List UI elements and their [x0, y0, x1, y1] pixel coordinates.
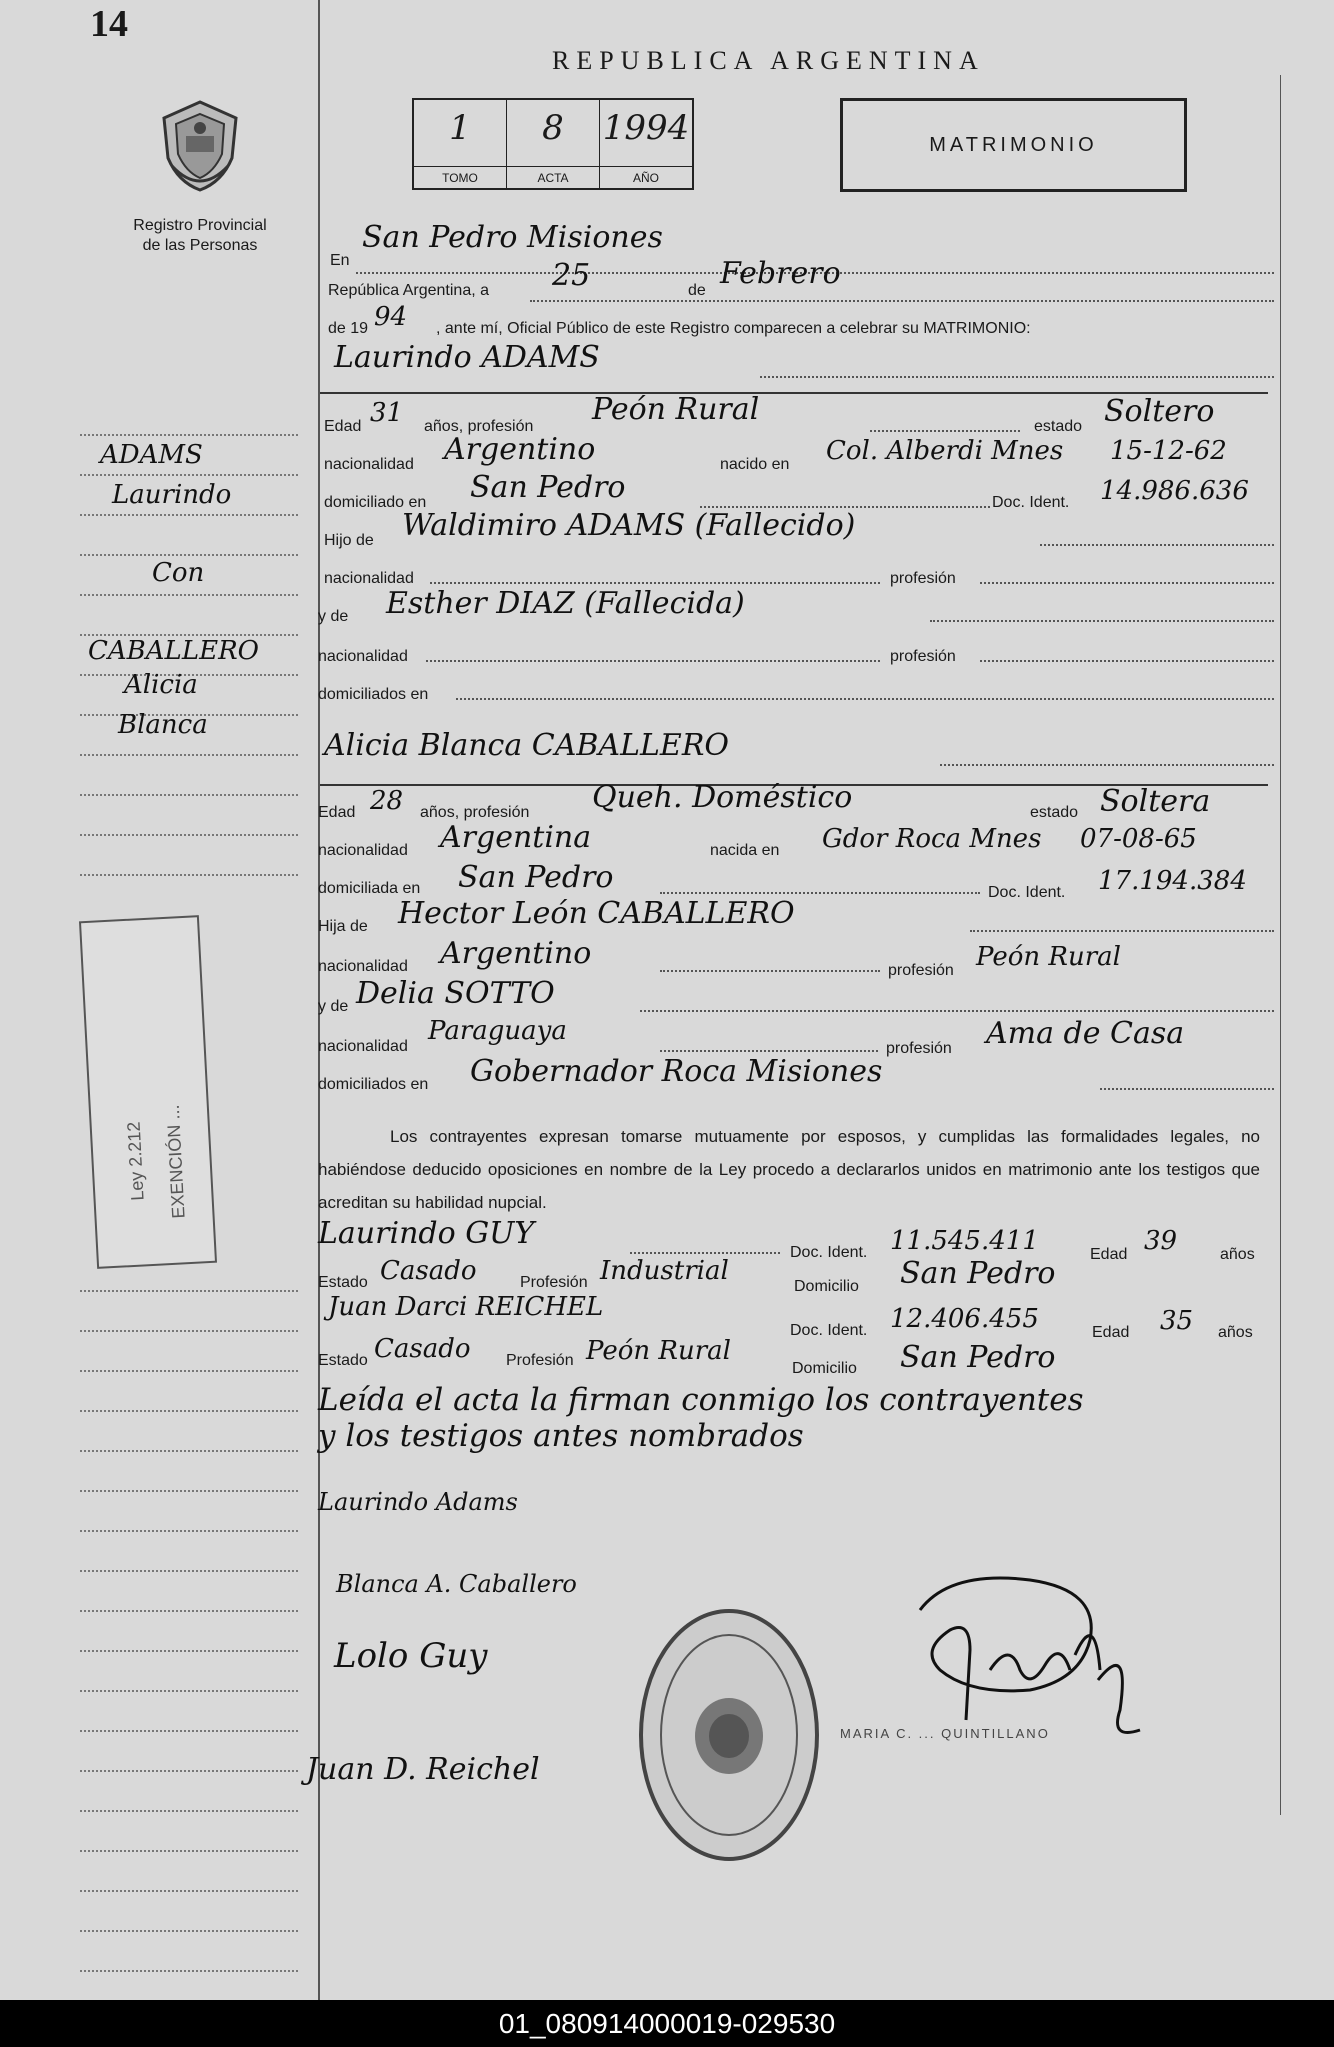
bride-parents-domicile: Gobernador Roca Misiones [470, 1054, 883, 1089]
stamp-line-1: Ley 2.212 [123, 1121, 148, 1202]
bride-status: Soltera [1100, 784, 1211, 819]
fill-line [970, 930, 1274, 932]
margin-line [80, 1530, 298, 1532]
tomo-value: 1 [449, 108, 471, 148]
bride-father-nationality: Argentino [440, 936, 592, 971]
witness2-profession: Peón Rural [586, 1336, 731, 1366]
fill-line [1040, 544, 1274, 546]
fill-line [980, 660, 1274, 662]
margin-line [80, 1690, 298, 1692]
closing-line-2: y los testigos antes nombrados [318, 1418, 804, 1454]
label-nacida-en: nacida en [710, 842, 780, 859]
label-edad: Edad [324, 418, 362, 435]
fill-line [430, 582, 880, 584]
signature-witness1: Lolo Guy [334, 1636, 488, 1676]
bride-birthplace: Gdor Roca Mnes [822, 824, 1042, 854]
act-year: 94 [374, 302, 408, 332]
label-nacionalidad: nacionalidad [318, 842, 408, 859]
margin-name-2: Alicia [124, 670, 198, 700]
margin-line [80, 1770, 298, 1772]
margin-line [80, 1370, 298, 1372]
label-de: de [688, 282, 706, 299]
label-nacionalidad: nacionalidad [324, 570, 414, 587]
bride-doc: 17.194.384 [1098, 866, 1247, 896]
label-profesion: profesión [890, 570, 956, 587]
bride-mother-profession: Ama de Casa [986, 1016, 1185, 1051]
witness1-profession: Industrial [600, 1256, 729, 1286]
groom-birthdate: 15-12-62 [1110, 436, 1227, 466]
label-anos-profesion: años, profesión [424, 418, 534, 435]
stamp-line-2: EXENCIÓN ... [162, 1104, 189, 1220]
groom-nationality: Argentino [444, 432, 596, 467]
official-signature-icon [870, 1560, 1150, 1750]
bride-age: 28 [370, 786, 404, 816]
label-nacionalidad: nacionalidad [318, 1038, 408, 1055]
label-edad-w: Edad [1090, 1246, 1128, 1263]
margin-name-3: Blanca [118, 710, 208, 740]
fill-line [940, 764, 1274, 766]
label-hijo-de: Hijo de [324, 532, 374, 549]
signature-bride: Blanca A. Caballero [336, 1570, 577, 1598]
label-y-de: y de [318, 608, 349, 625]
fill-line [980, 582, 1274, 584]
groom-domicile: San Pedro [470, 470, 626, 505]
label-nacionalidad: nacionalidad [324, 456, 414, 473]
margin-line [80, 474, 298, 476]
margin-line [80, 1570, 298, 1572]
groom-doc: 14.986.636 [1100, 476, 1249, 506]
tomo-label: TOMO [414, 166, 506, 188]
label-nacionalidad: nacionalidad [318, 958, 408, 975]
fill-line [630, 1252, 780, 1254]
margin-line [80, 554, 298, 556]
label-edad-w: Edad [1092, 1324, 1130, 1341]
fill-line [760, 376, 1274, 378]
label-domiciliada-en: domiciliada en [318, 880, 421, 897]
closing-line-1: Leída el acta la firman conmigo los contrayentes [318, 1382, 1084, 1418]
label-estado-w: Estado [318, 1274, 368, 1291]
margin-con: Con [152, 558, 205, 588]
witness2-name: Juan Darci REICHEL [328, 1292, 604, 1322]
margin-line [80, 1930, 298, 1932]
margin-line [80, 794, 298, 796]
label-edad: Edad [318, 804, 356, 821]
label-doc-ident: Doc. Ident. [992, 494, 1070, 511]
margin-line [80, 1730, 298, 1732]
groom-profession: Peón Rural [592, 392, 760, 427]
witness2-status: Casado [374, 1334, 471, 1364]
fill-line [530, 300, 1274, 302]
margin-line [80, 834, 298, 836]
label-profesion: profesión [890, 648, 956, 665]
label-de19: de 19 [328, 320, 369, 337]
registry-line-1: Registro Provincial [133, 217, 267, 234]
label-en: En [330, 252, 350, 269]
margin-line [80, 1330, 298, 1332]
label-nacionalidad: nacionalidad [318, 648, 408, 665]
margin-surname-2: CABALLERO [88, 636, 259, 666]
bride-nationality: Argentina [440, 820, 592, 855]
label-domiciliados-en: domiciliados en [318, 686, 429, 703]
act-type-box: MATRIMONIO [840, 98, 1187, 192]
acta-value: 8 [542, 108, 564, 148]
groom-name: Laurindo ADAMS [334, 340, 600, 375]
signature-witness2: Juan D. Reichel [306, 1752, 540, 1787]
label-nacido-en: nacido en [720, 456, 790, 473]
margin-surname: ADAMS [100, 440, 203, 470]
label-doc-ident: Doc. Ident. [790, 1322, 868, 1339]
label-profesion-w: Profesión [506, 1352, 574, 1369]
label-profesion-w: Profesión [520, 1274, 588, 1291]
label-estado: estado [1030, 804, 1079, 821]
fill-line [660, 1050, 878, 1052]
label-domiciliado-en: domiciliado en [324, 494, 427, 511]
bride-mother-nationality: Paraguaya [428, 1016, 567, 1046]
bride-father: Hector León CABALLERO [398, 896, 795, 931]
margin-line [80, 1850, 298, 1852]
margin-line [80, 1450, 298, 1452]
document-title: REPUBLICA ARGENTINA [552, 46, 985, 75]
fill-line [930, 620, 1274, 622]
acta-label: ACTA [507, 166, 599, 188]
fill-line [1100, 1088, 1274, 1090]
ano-value: 1994 [602, 108, 690, 148]
witness1-age: 39 [1144, 1226, 1178, 1256]
registry-name [100, 216, 300, 256]
groom-age: 31 [370, 398, 404, 428]
fill-line [640, 1010, 1274, 1012]
right-rule [1280, 75, 1281, 1815]
fill-line [660, 970, 880, 972]
label-y-de: y de [318, 998, 349, 1015]
footer-id: 01_080914000019-029530 [0, 2000, 1334, 2047]
margin-line [80, 594, 298, 596]
label-anos: años [1218, 1324, 1253, 1341]
witness2-age: 35 [1160, 1306, 1194, 1336]
margin-line [80, 514, 298, 516]
witness2-domicile: San Pedro [900, 1340, 1056, 1375]
fill-line [660, 892, 980, 894]
bride-mother: Delia SOTTO [356, 976, 555, 1011]
registry-line-2: de las Personas [142, 237, 258, 254]
label-republica: República Argentina, a [328, 282, 489, 299]
margin-line [80, 1970, 298, 1972]
page-number: 14 [90, 3, 128, 45]
witness1-status: Casado [380, 1256, 477, 1286]
margin-line [80, 434, 298, 436]
bride-profession: Queh. Doméstico [592, 780, 853, 815]
margin-line [80, 1650, 298, 1652]
record-number-box [412, 98, 694, 190]
margin-line [80, 1290, 298, 1292]
margin-line [80, 1610, 298, 1612]
margin-line [80, 874, 298, 876]
witness1-name: Laurindo GUY [318, 1216, 535, 1251]
groom-father: Waldimiro ADAMS (Fallecido) [402, 508, 856, 543]
bride-father-profession: Peón Rural [976, 942, 1121, 972]
act-month: Febrero [720, 256, 841, 291]
act-place: San Pedro Misiones [362, 220, 663, 255]
act-day: 25 [552, 258, 591, 293]
label-anos-profesion: años, profesión [420, 804, 530, 821]
coat-of-arms-icon [152, 96, 248, 194]
groom-mother: Esther DIAZ (Fallecida) [386, 586, 745, 621]
ano-label: AÑO [600, 166, 692, 188]
label-ante: , ante mí, Oficial Público de este Registro comparecen a celebrar su MATRIMONIO: [436, 320, 1031, 337]
margin-line [80, 1810, 298, 1812]
label-domicilio: Domicilio [794, 1278, 859, 1295]
official-stamp-text: MARIA C. ... QUINTILLANO [840, 1726, 1050, 1741]
label-domiciliados-en: domiciliados en [318, 1076, 429, 1093]
margin-line [80, 1490, 298, 1492]
label-profesion: profesión [888, 962, 954, 979]
signature-groom: Laurindo Adams [318, 1488, 518, 1516]
margin-line [80, 754, 298, 756]
label-anos: años [1220, 1246, 1255, 1263]
margin-name: Laurindo [112, 480, 232, 510]
label-profesion: profesión [886, 1040, 952, 1057]
bride-domicile: San Pedro [458, 860, 614, 895]
witness1-domicile: San Pedro [900, 1256, 1056, 1291]
margin-line [80, 1410, 298, 1412]
label-hija-de: Hija de [318, 918, 368, 935]
fill-line [870, 430, 1020, 432]
margin-line [80, 1890, 298, 1892]
label-estado-w: Estado [318, 1352, 368, 1369]
witness2-doc: 12.406.455 [890, 1304, 1039, 1334]
exemption-stamp [79, 915, 217, 1269]
declaration-text: Los contrayentes expresan tomarse mutuamente por esposos, y cumplidas las formalidades legales, no habiéndose deducido oposiciones en nombre de la Ley procedo a declararlos unidos en matrimonio ante los testigos que acreditan su habilidad nupcial. [318, 1127, 1260, 1212]
groom-status: Soltero [1104, 394, 1215, 429]
fill-line [456, 698, 1274, 700]
label-estado: estado [1034, 418, 1083, 435]
fill-line [426, 660, 880, 662]
bride-birthdate: 07-08-65 [1080, 824, 1197, 854]
label-domicilio: Domicilio [792, 1360, 857, 1377]
official-seal-icon [636, 1604, 822, 1866]
bride-name: Alicia Blanca CABALLERO [324, 728, 729, 763]
groom-birthplace: Col. Alberdi Mnes [826, 436, 1064, 466]
label-doc-ident: Doc. Ident. [790, 1244, 868, 1261]
label-doc-ident: Doc. Ident. [988, 884, 1066, 901]
witness1-doc: 11.545.411 [890, 1226, 1039, 1256]
